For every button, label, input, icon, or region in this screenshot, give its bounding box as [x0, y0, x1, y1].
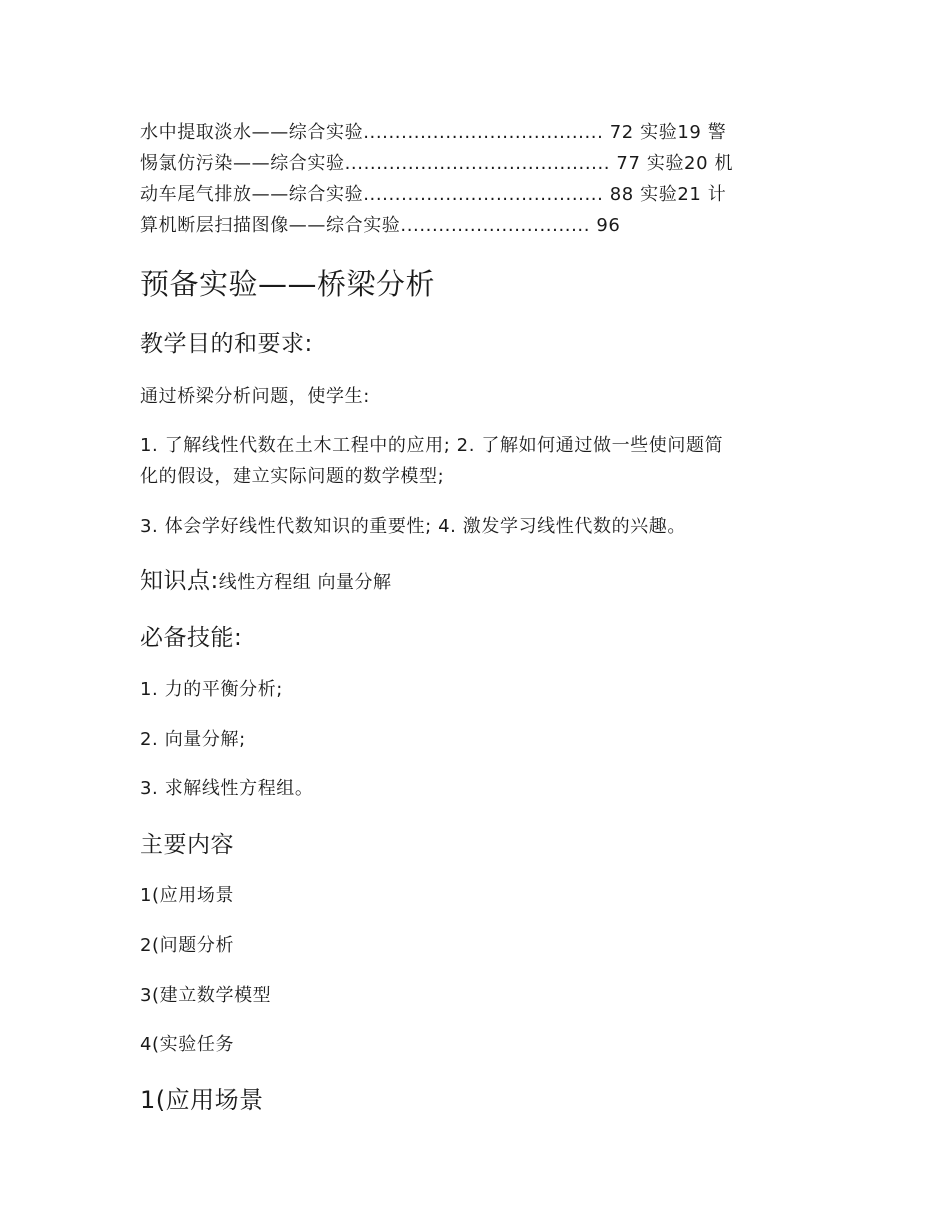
contents-item: 1(应用场景 — [140, 885, 235, 906]
objectives-item-line: 3. 体会学好线性代数知识的重要性; 4. 激发学习线性代数的兴趣。 — [140, 516, 686, 537]
objectives-item-line: 化的假设，建立实际问题的数学模型; — [140, 466, 445, 487]
skills-heading: 必备技能: — [140, 625, 243, 651]
toc-line: 动车尾气排放——综合实验...................................... 88 实验21 计 — [140, 184, 727, 205]
knowledge-points — [140, 566, 391, 598]
page-title: 预备实验——桥梁分析 — [140, 267, 436, 301]
contents-item: 2(问题分析 — [140, 935, 235, 956]
objectives-intro: 通过桥梁分析问题，使学生: — [140, 386, 370, 407]
toc-line: 算机断层扫描图像——综合实验.............................. 96 — [140, 215, 621, 236]
skills-item: 1. 力的平衡分析; — [140, 679, 283, 700]
toc-line: 水中提取淡水——综合实验...................................... 72 实验19 警 — [140, 122, 727, 143]
objectives-heading: 教学目的和要求: — [140, 331, 313, 357]
knowledge-label: 知识点: — [140, 568, 219, 594]
skills-item: 3. 求解线性方程组。 — [140, 778, 314, 799]
contents-item: 4(实验任务 — [140, 1034, 235, 1055]
document-page — [140, 0, 810, 1230]
contents-heading: 主要内容 — [140, 832, 234, 858]
knowledge-value: 线性方程组 向量分解 — [218, 572, 392, 593]
skills-item: 2. 向量分解; — [140, 729, 246, 750]
table-of-contents — [140, 117, 810, 241]
toc-line: 惕氯仿污染——综合实验.......................................... 77 实验20 机 — [140, 153, 734, 174]
section-heading: 1(应用场景 — [140, 1086, 264, 1114]
contents-item: 3(建立数学模型 — [140, 985, 272, 1006]
objectives-item-line: 1. 了解线性代数在土木工程中的应用; 2. 了解如何通过做一些使问题简 — [140, 435, 724, 456]
